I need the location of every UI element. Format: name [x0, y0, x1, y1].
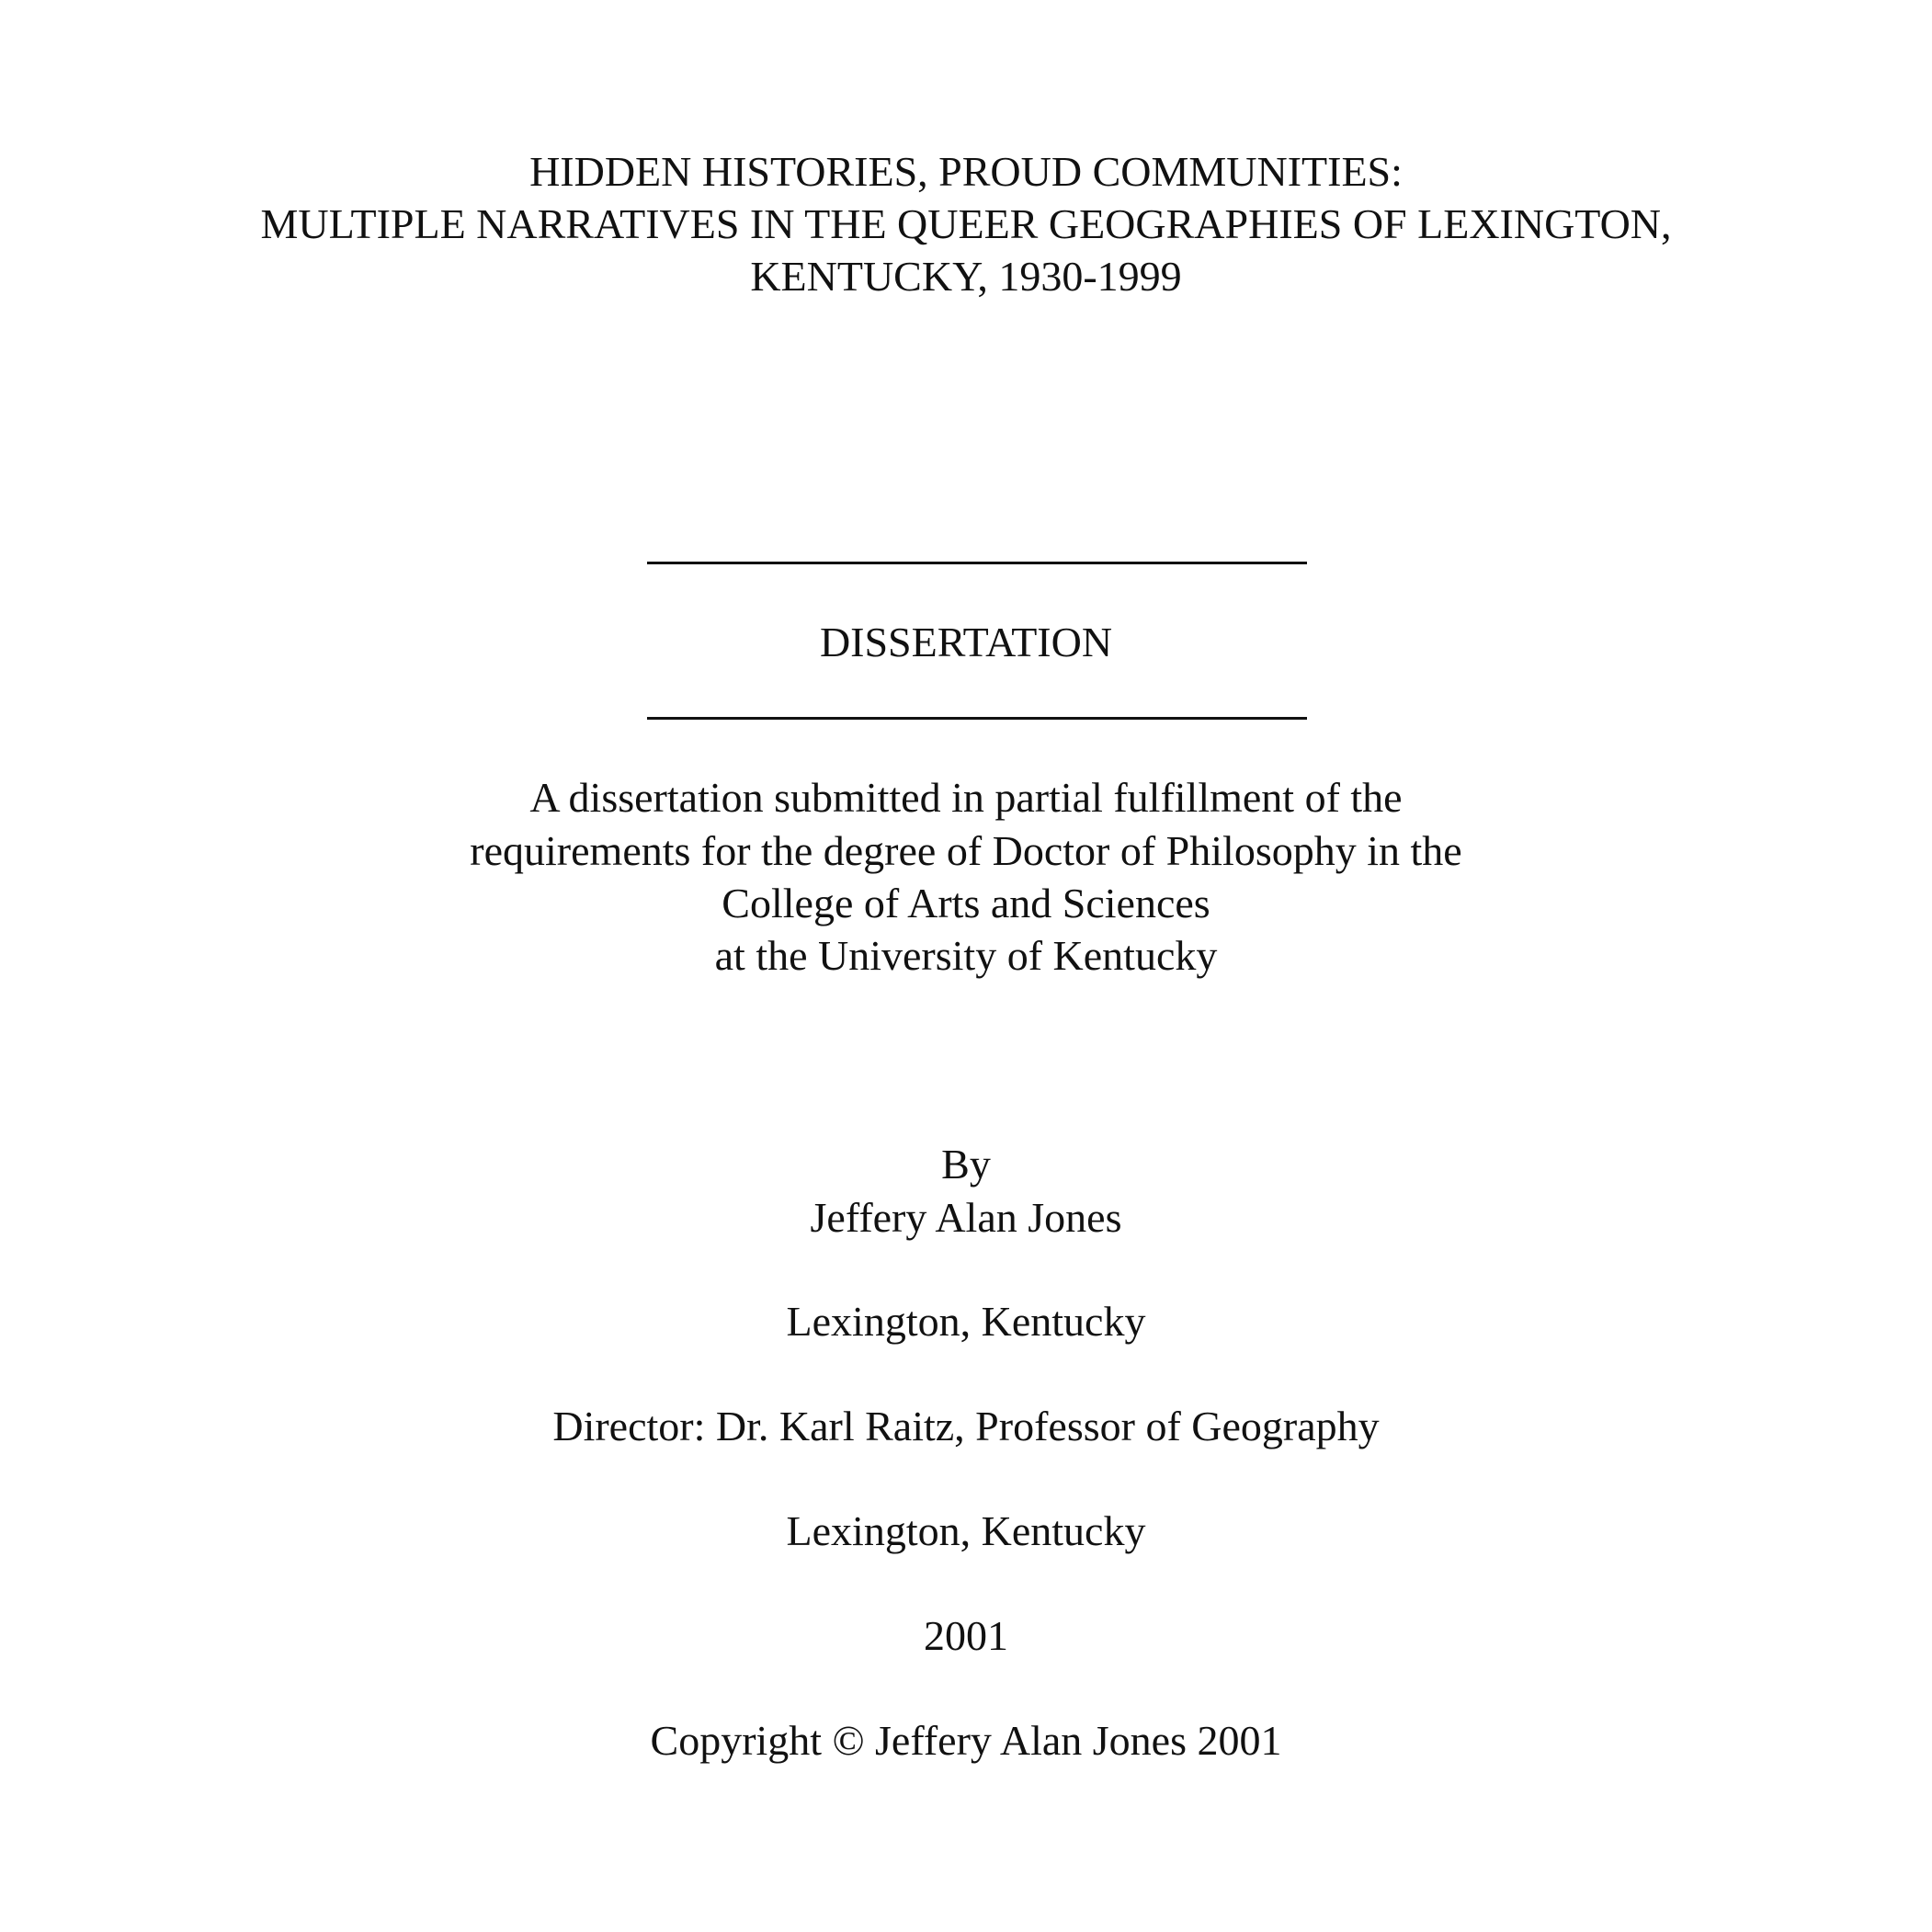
submission-line-2: requirements for the degree of Doctor of Philosophy in the [470, 827, 1462, 874]
submission-line-4: at the University of Kentucky [714, 932, 1218, 979]
divider-top [647, 562, 1307, 564]
year: 2001 [924, 1612, 1008, 1659]
director-line: Director: Dr. Karl Raitz, Professor of Geography [552, 1403, 1380, 1449]
by-label: By [941, 1141, 991, 1188]
director-location: Lexington, Kentucky [786, 1507, 1146, 1554]
divider-bottom [647, 717, 1307, 720]
title-line-3: KENTUCKY, 1930-1999 [750, 253, 1182, 300]
title-line-2: MULTIPLE NARRATIVES IN THE QUEER GEOGRAPHIES OF LEXINGTON, [260, 200, 1672, 247]
submission-line-3: College of Arts and Sciences [722, 880, 1210, 926]
document-type-heading: DISSERTATION [819, 619, 1113, 665]
submission-line-1: A dissertation submitted in partial fulfillment of the [529, 774, 1403, 821]
copyright-notice: Copyright © Jeffery Alan Jones 2001 [650, 1717, 1282, 1764]
author-location: Lexington, Kentucky [786, 1298, 1146, 1345]
title-line-1: HIDDEN HISTORIES, PROUD COMMUNITIES: [529, 148, 1403, 195]
author-name: Jeffery Alan Jones [810, 1194, 1122, 1241]
